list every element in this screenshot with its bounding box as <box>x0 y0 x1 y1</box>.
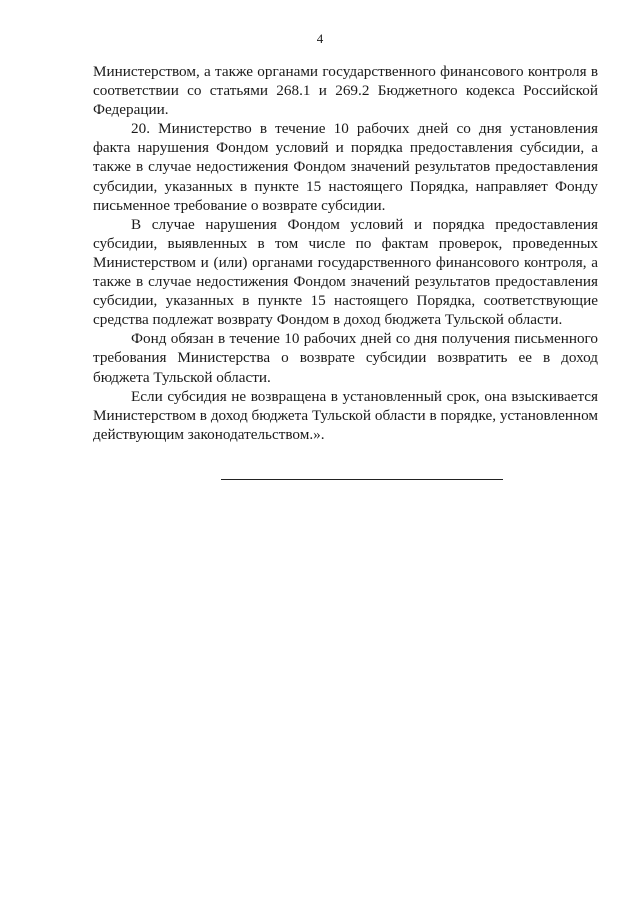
document-body <box>93 62 598 444</box>
paragraph-return-obligation: Фонд обязан в течение 10 рабочих дней со дня получения письменного требования Министерства о возврате субсидии возвратить ее в доход бюджета Тульской области. <box>93 330 598 386</box>
page-number: 4 <box>316 31 324 46</box>
paragraph-continuation: Министерством, а также органами государственного финансового контроля в соответствии со статьями 268.1 и 269.2 Бюджетного кодекса Российской Федерации. <box>93 63 598 119</box>
end-of-document-rule <box>221 479 503 480</box>
paragraph-violation-case: В случае нарушения Фондом условий и порядка предоставления субсидии, выявленных в том числе по фактам проверок, проведенных Министерством и (или) органами государственного финансового контроля, а также в случае недостижения Фондом значений результатов предоставления субсидии, указанных в пункте 15 настоящего Порядка, соответствующие средства подлежат возврату Фондом в доход бюджета Тульской области. <box>93 215 598 329</box>
paragraph-clause-20: 20. Министерство в течение 10 рабочих дней со дня установления факта нарушения Фондом условий и порядка предоставления субсидии, а также в случае недостижения Фондом значений результатов предоставления субсидии, указанных в пункте 15 настоящего Порядка, направляет Фонду письменное требование о возврате субсидии. <box>93 120 598 214</box>
paragraph-enforced-recovery: Если субсидия не возвращена в установленный срок, она взыскивается Министерством в доход бюджета Тульской области в порядке, установленном действующим законодательством.». <box>93 387 598 443</box>
